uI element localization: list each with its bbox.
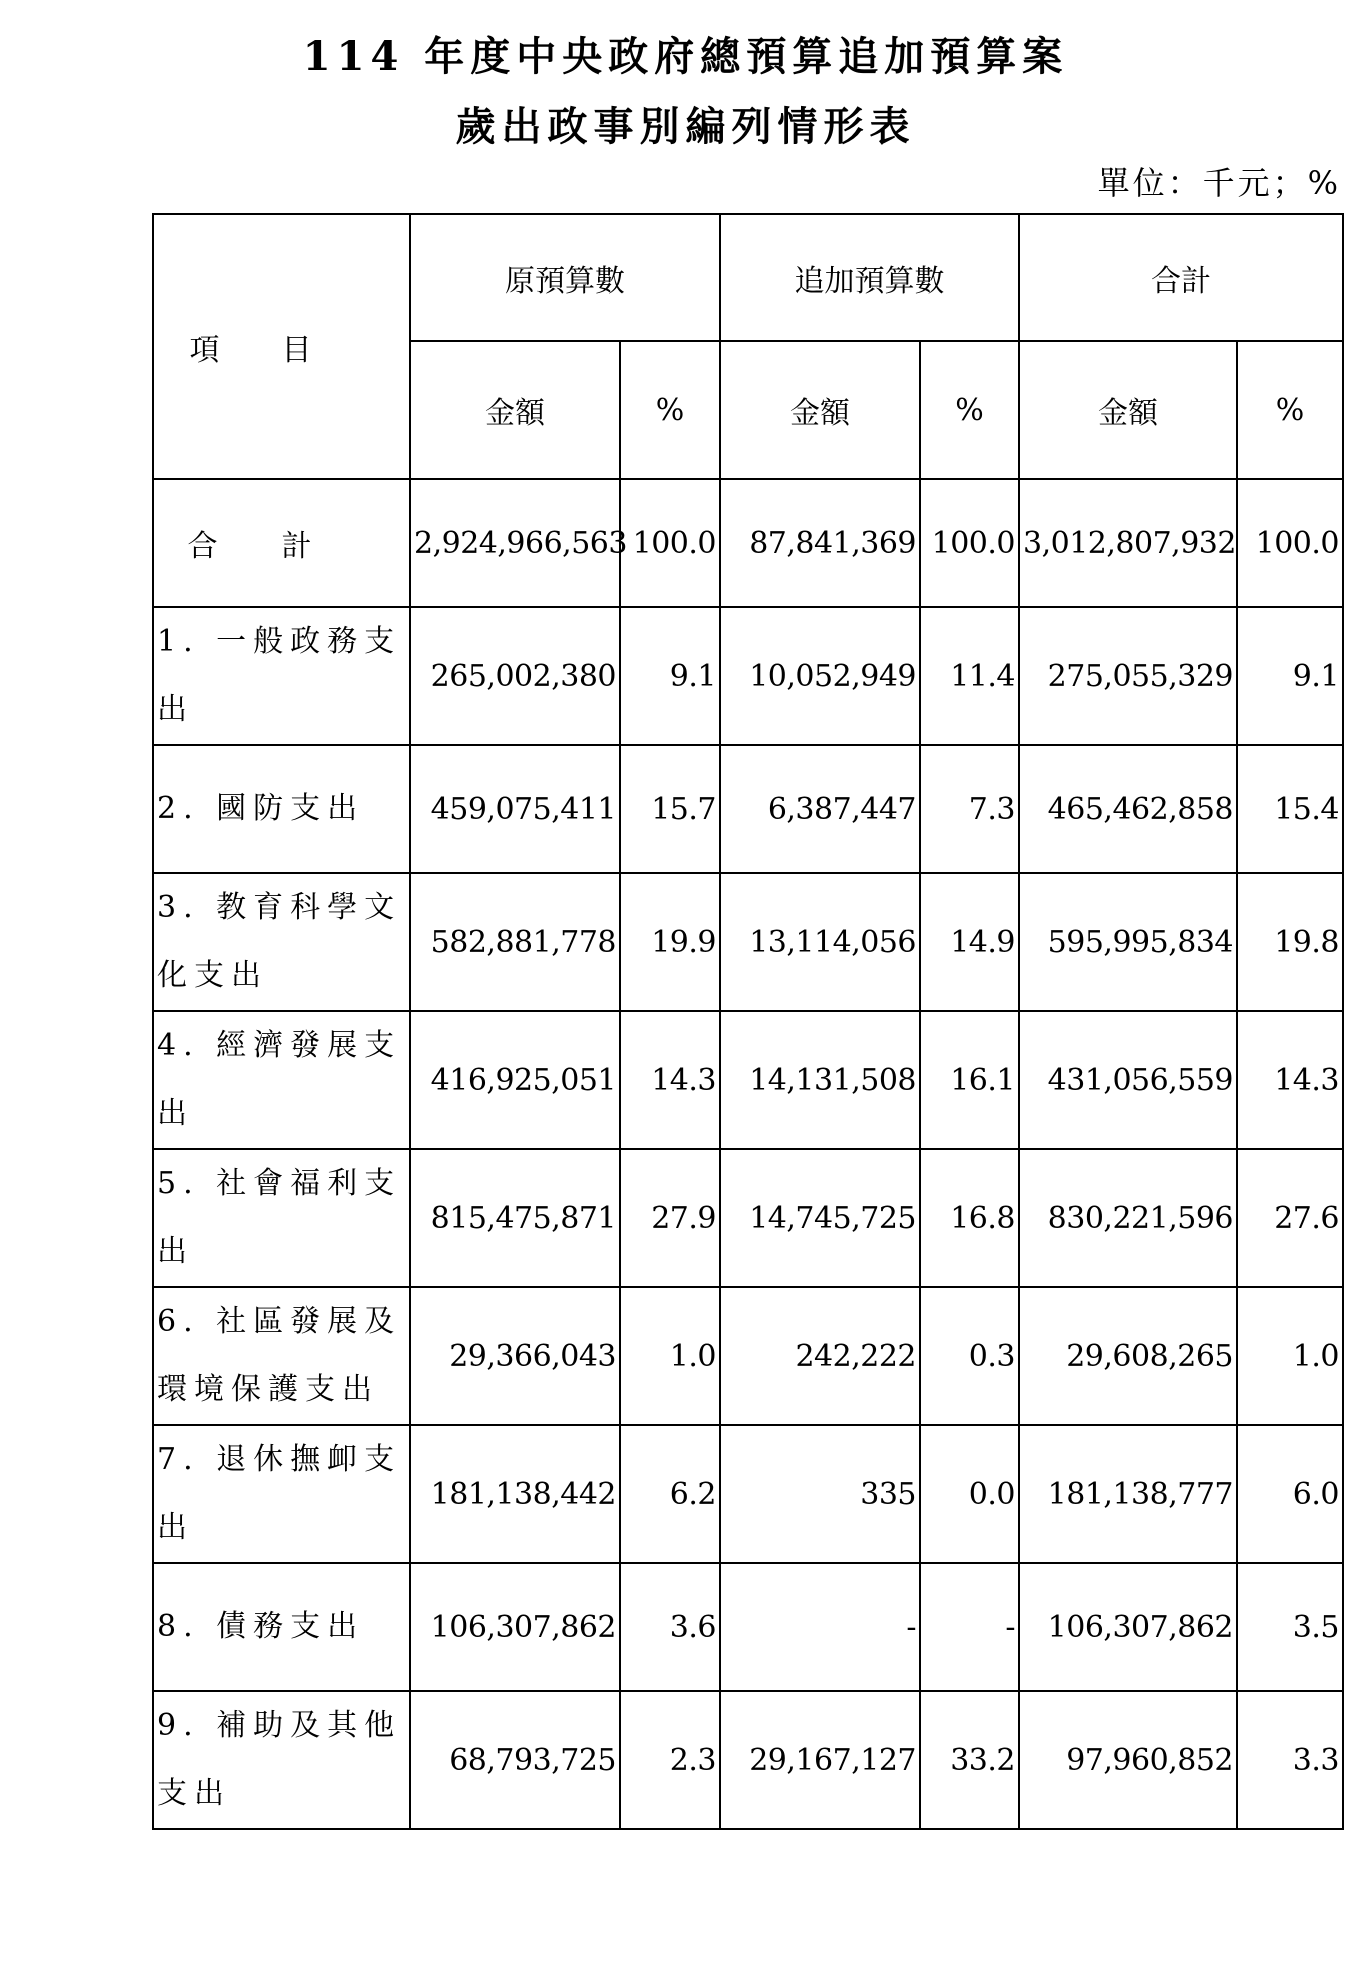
row-item-label: 4. 經濟發展支出 — [153, 1011, 410, 1149]
value-cell: 19.8 — [1237, 873, 1343, 1011]
unit-label: 單位：千元；% — [1097, 164, 1341, 202]
title-line-1: 114 年度中央政府總預算追加預算案 — [302, 33, 1069, 80]
value-cell: 459,075,411 — [410, 745, 620, 873]
value-cell: 431,056,559 — [1019, 1011, 1237, 1149]
value-cell: 14.3 — [1237, 1011, 1343, 1149]
value-cell: 815,475,871 — [410, 1149, 620, 1287]
document-title — [0, 22, 1371, 162]
value-cell: 11.4 — [920, 607, 1019, 745]
value-cell: 335 — [720, 1425, 920, 1563]
row-item-label: 3. 教育科學文化支出 — [153, 873, 410, 1011]
value-cell: 15.4 — [1237, 745, 1343, 873]
value-cell: 14,745,725 — [720, 1149, 920, 1287]
value-cell: 242,222 — [720, 1287, 920, 1425]
value-cell: 6.0 — [1237, 1425, 1343, 1563]
table-body — [153, 479, 1343, 1829]
value-cell: 27.9 — [620, 1149, 720, 1287]
table-row — [153, 1563, 1343, 1691]
value-cell: 14,131,508 — [720, 1011, 920, 1149]
value-cell: 181,138,442 — [410, 1425, 620, 1563]
table-row — [153, 745, 1343, 873]
title-line-2: 歲出政事別編列情形表 — [455, 103, 916, 150]
value-cell: 97,960,852 — [1019, 1691, 1237, 1829]
table-row — [153, 1425, 1343, 1563]
header-item: 項目 — [153, 214, 410, 479]
value-cell: 3.6 — [620, 1563, 720, 1691]
header-percent: % — [1237, 341, 1343, 479]
value-cell: 15.7 — [620, 745, 720, 873]
value-cell: 100.0 — [920, 479, 1019, 607]
header-original-budget: 原預算數 — [410, 214, 720, 341]
header-amount: 金額 — [1019, 341, 1237, 479]
header-percent: % — [620, 341, 720, 479]
value-cell: 3.5 — [1237, 1563, 1343, 1691]
table-row — [153, 873, 1343, 1011]
value-cell: 1.0 — [1237, 1287, 1343, 1425]
row-item-label: 9. 補助及其他支出 — [153, 1691, 410, 1829]
value-cell: 100.0 — [620, 479, 720, 607]
value-cell: 275,055,329 — [1019, 607, 1237, 745]
value-cell: 87,841,369 — [720, 479, 920, 607]
value-cell: 29,366,043 — [410, 1287, 620, 1425]
value-cell: 100.0 — [1237, 479, 1343, 607]
value-cell: 29,608,265 — [1019, 1287, 1237, 1425]
value-cell: 106,307,862 — [1019, 1563, 1237, 1691]
row-item-label: 6. 社區發展及環境保護支出 — [153, 1287, 410, 1425]
value-cell: 6.2 — [620, 1425, 720, 1563]
value-cell: 416,925,051 — [410, 1011, 620, 1149]
header-supplementary-budget: 追加預算數 — [720, 214, 1019, 341]
table-row — [153, 607, 1343, 745]
header-amount: 金額 — [410, 341, 620, 479]
value-cell: 830,221,596 — [1019, 1149, 1237, 1287]
value-cell: 14.9 — [920, 873, 1019, 1011]
header-combined-total: 合計 — [1019, 214, 1343, 341]
value-cell: 181,138,777 — [1019, 1425, 1237, 1563]
value-cell: 0.0 — [920, 1425, 1019, 1563]
value-cell: 9.1 — [620, 607, 720, 745]
value-cell: 9.1 — [1237, 607, 1343, 745]
value-cell: 10,052,949 — [720, 607, 920, 745]
header-percent: % — [920, 341, 1019, 479]
value-cell: 2.3 — [620, 1691, 720, 1829]
total-label: 合計 — [153, 479, 410, 607]
value-cell: 3.3 — [1237, 1691, 1343, 1829]
value-cell: 2,924,966,563 — [410, 479, 620, 607]
table-row — [153, 1691, 1343, 1829]
value-cell: 14.3 — [620, 1011, 720, 1149]
value-cell: 106,307,862 — [410, 1563, 620, 1691]
value-cell: 0.3 — [920, 1287, 1019, 1425]
value-cell: 7.3 — [920, 745, 1019, 873]
value-cell: 16.1 — [920, 1011, 1019, 1149]
table-header — [153, 214, 1343, 479]
row-item-label: 5. 社會福利支出 — [153, 1149, 410, 1287]
row-item-label: 1. 一般政務支出 — [153, 607, 410, 745]
table-row — [153, 1011, 1343, 1149]
value-cell: 465,462,858 — [1019, 745, 1237, 873]
value-cell: - — [920, 1563, 1019, 1691]
value-cell: 582,881,778 — [410, 873, 620, 1011]
table-row — [153, 1149, 1343, 1287]
row-item-label: 2. 國防支出 — [153, 745, 410, 873]
value-cell: 6,387,447 — [720, 745, 920, 873]
value-cell: 33.2 — [920, 1691, 1019, 1829]
value-cell: 29,167,127 — [720, 1691, 920, 1829]
value-cell: 1.0 — [620, 1287, 720, 1425]
row-item-label: 8. 債務支出 — [153, 1563, 410, 1691]
value-cell: 16.8 — [920, 1149, 1019, 1287]
value-cell: 595,995,834 — [1019, 873, 1237, 1011]
total-row — [153, 479, 1343, 607]
table-row — [153, 1287, 1343, 1425]
header-amount: 金額 — [720, 341, 920, 479]
value-cell: 265,002,380 — [410, 607, 620, 745]
value-cell: 19.9 — [620, 873, 720, 1011]
value-cell: 3,012,807,932 — [1019, 479, 1237, 607]
value-cell: 13,114,056 — [720, 873, 920, 1011]
value-cell: 68,793,725 — [410, 1691, 620, 1829]
value-cell: - — [720, 1563, 920, 1691]
value-cell: 27.6 — [1237, 1149, 1343, 1287]
budget-table — [152, 213, 1344, 1830]
row-item-label: 7. 退休撫卹支出 — [153, 1425, 410, 1563]
